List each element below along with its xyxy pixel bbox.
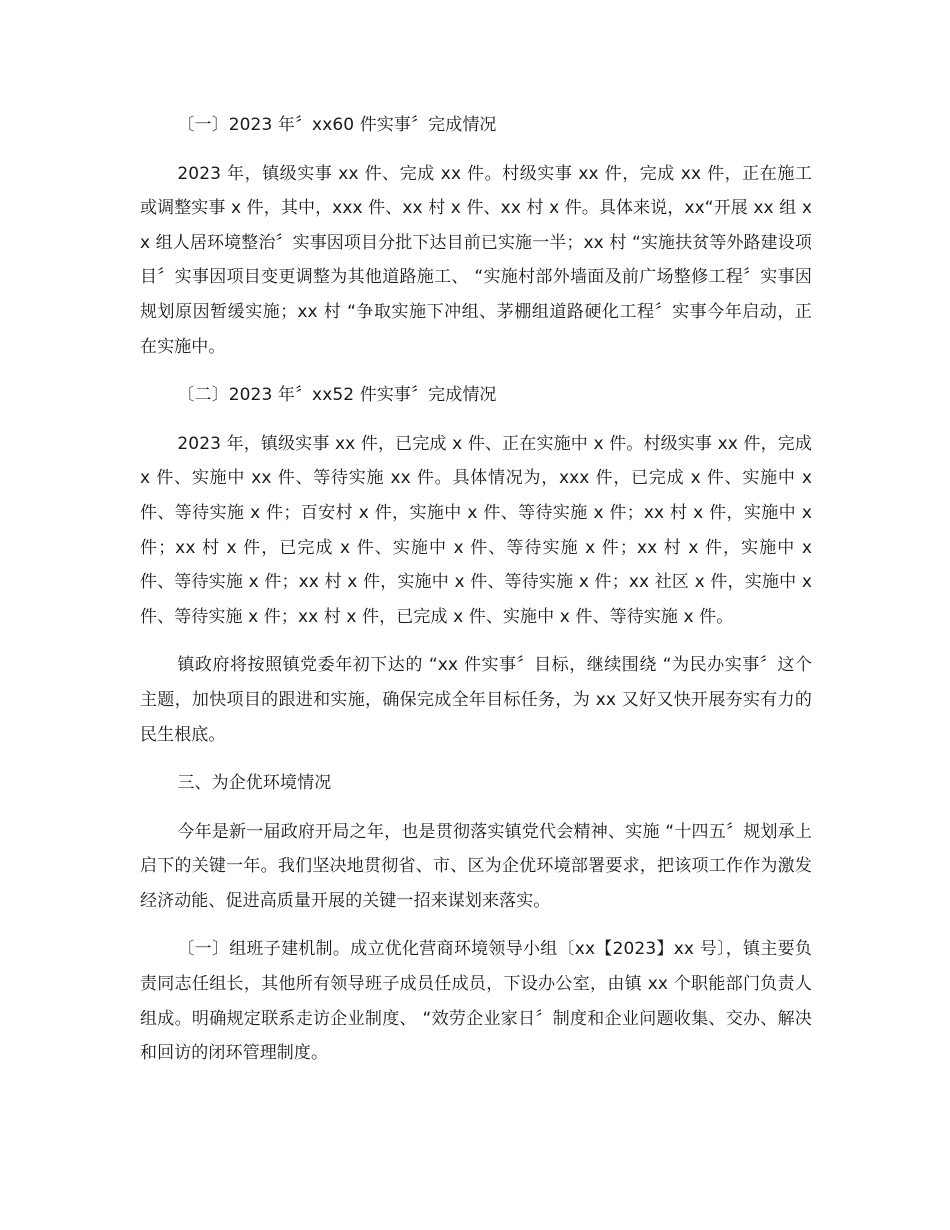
paragraph-xx52-details: 2023 年，镇级实事 xx 件，已完成 x 件、正在实施中 x 件。村级实事 xx 件，完成 x 件、实施中 xx 件、等待实施 xx 件。具体情况为，xxx 件，已完成 x 件、实施中 x 件、等待实施 x 件；百安村 x 件，实施中 x 件、等待实施 x 件；xx 村 x 件，实施中 x 件；xx 村 x 件，已完成 x 件、实施中 x 件、等待实施 x 件；xx 村 x 件，实施中 x 件、等待实施 x 件；xx 村 x 件，实施中 x 件、等待实施 x 件；xx 社区 x 件，实施中 x 件、等待实施 x 件；xx 村 x 件，已完成 x 件、实施中 x 件、等待实施 x 件。 xyxy=(140,433,812,627)
section-heading-2023-xx52: 〔二〕2023 年〞xx52 件实事〞完成情况 xyxy=(177,385,497,406)
paragraph-xx60-details: 2023 年，镇级实事 xx 件、完成 xx 件。村级实事 xx 件，完成 xx 件，正在施工或调整实事 x 件，其中，xxx 件、xx 村 x 件、xx 村 x 件。具体来说，xx“开展 xx 组 xx 组人居环境整治〞实事因项目分批下达目前已实施一半；xx 村 “实施扶贫等外路建设项目〞实事因项目变更调整为其他道路施工、 “实施村部外墙面及前广场整修工程〞实事因规划原因暂缓实施；xx 村 “争取实施下冲组、茅棚组道路硬化工程〞实事今年启动，正在实施中。 xyxy=(140,163,812,357)
paragraph-government-plan: 镇政府将按照镇党委年初下达的 “xx 件实事〞目标，继续围绕 “为民办实事〞这个主题，加快项目的跟进和实施，确保完成全年目标任务，为 xx 又好又快开展夯实有力的民生根底。 xyxy=(140,655,812,745)
paragraph-business-environment-intro: 今年是新一届政府开局之年，也是贯彻落实镇党代会精神、实施 “十四五〞规划承上启下的关键一年。我们坚决地贯彻省、市、区为企优环境部署要求，把该项工作作为激发经济动能、促进高质量开展的关键一招来谋划来落实。 xyxy=(140,821,812,911)
section-heading-2023-xx60: 〔一〕2023 年〞xx60 件实事〞完成情况 xyxy=(177,115,497,135)
document-page xyxy=(140,108,812,1071)
paragraph-team-mechanism: 〔一〕组班子建机制。成立优化营商环境领导小组〔xx【2023】xx 号〕，镇主要负责同志任组长，其他所有领导班子成员任成员，下设办公室，由镇 xx 个职能部门负责人组成。明确规定联系走访企业制度、 “效劳企业家日〞制度和企业问题收集、交办、解决和回访的闭环管理制度。 xyxy=(140,939,812,1064)
section-heading-business-environment: 三、为企优环境情况 xyxy=(177,773,332,794)
